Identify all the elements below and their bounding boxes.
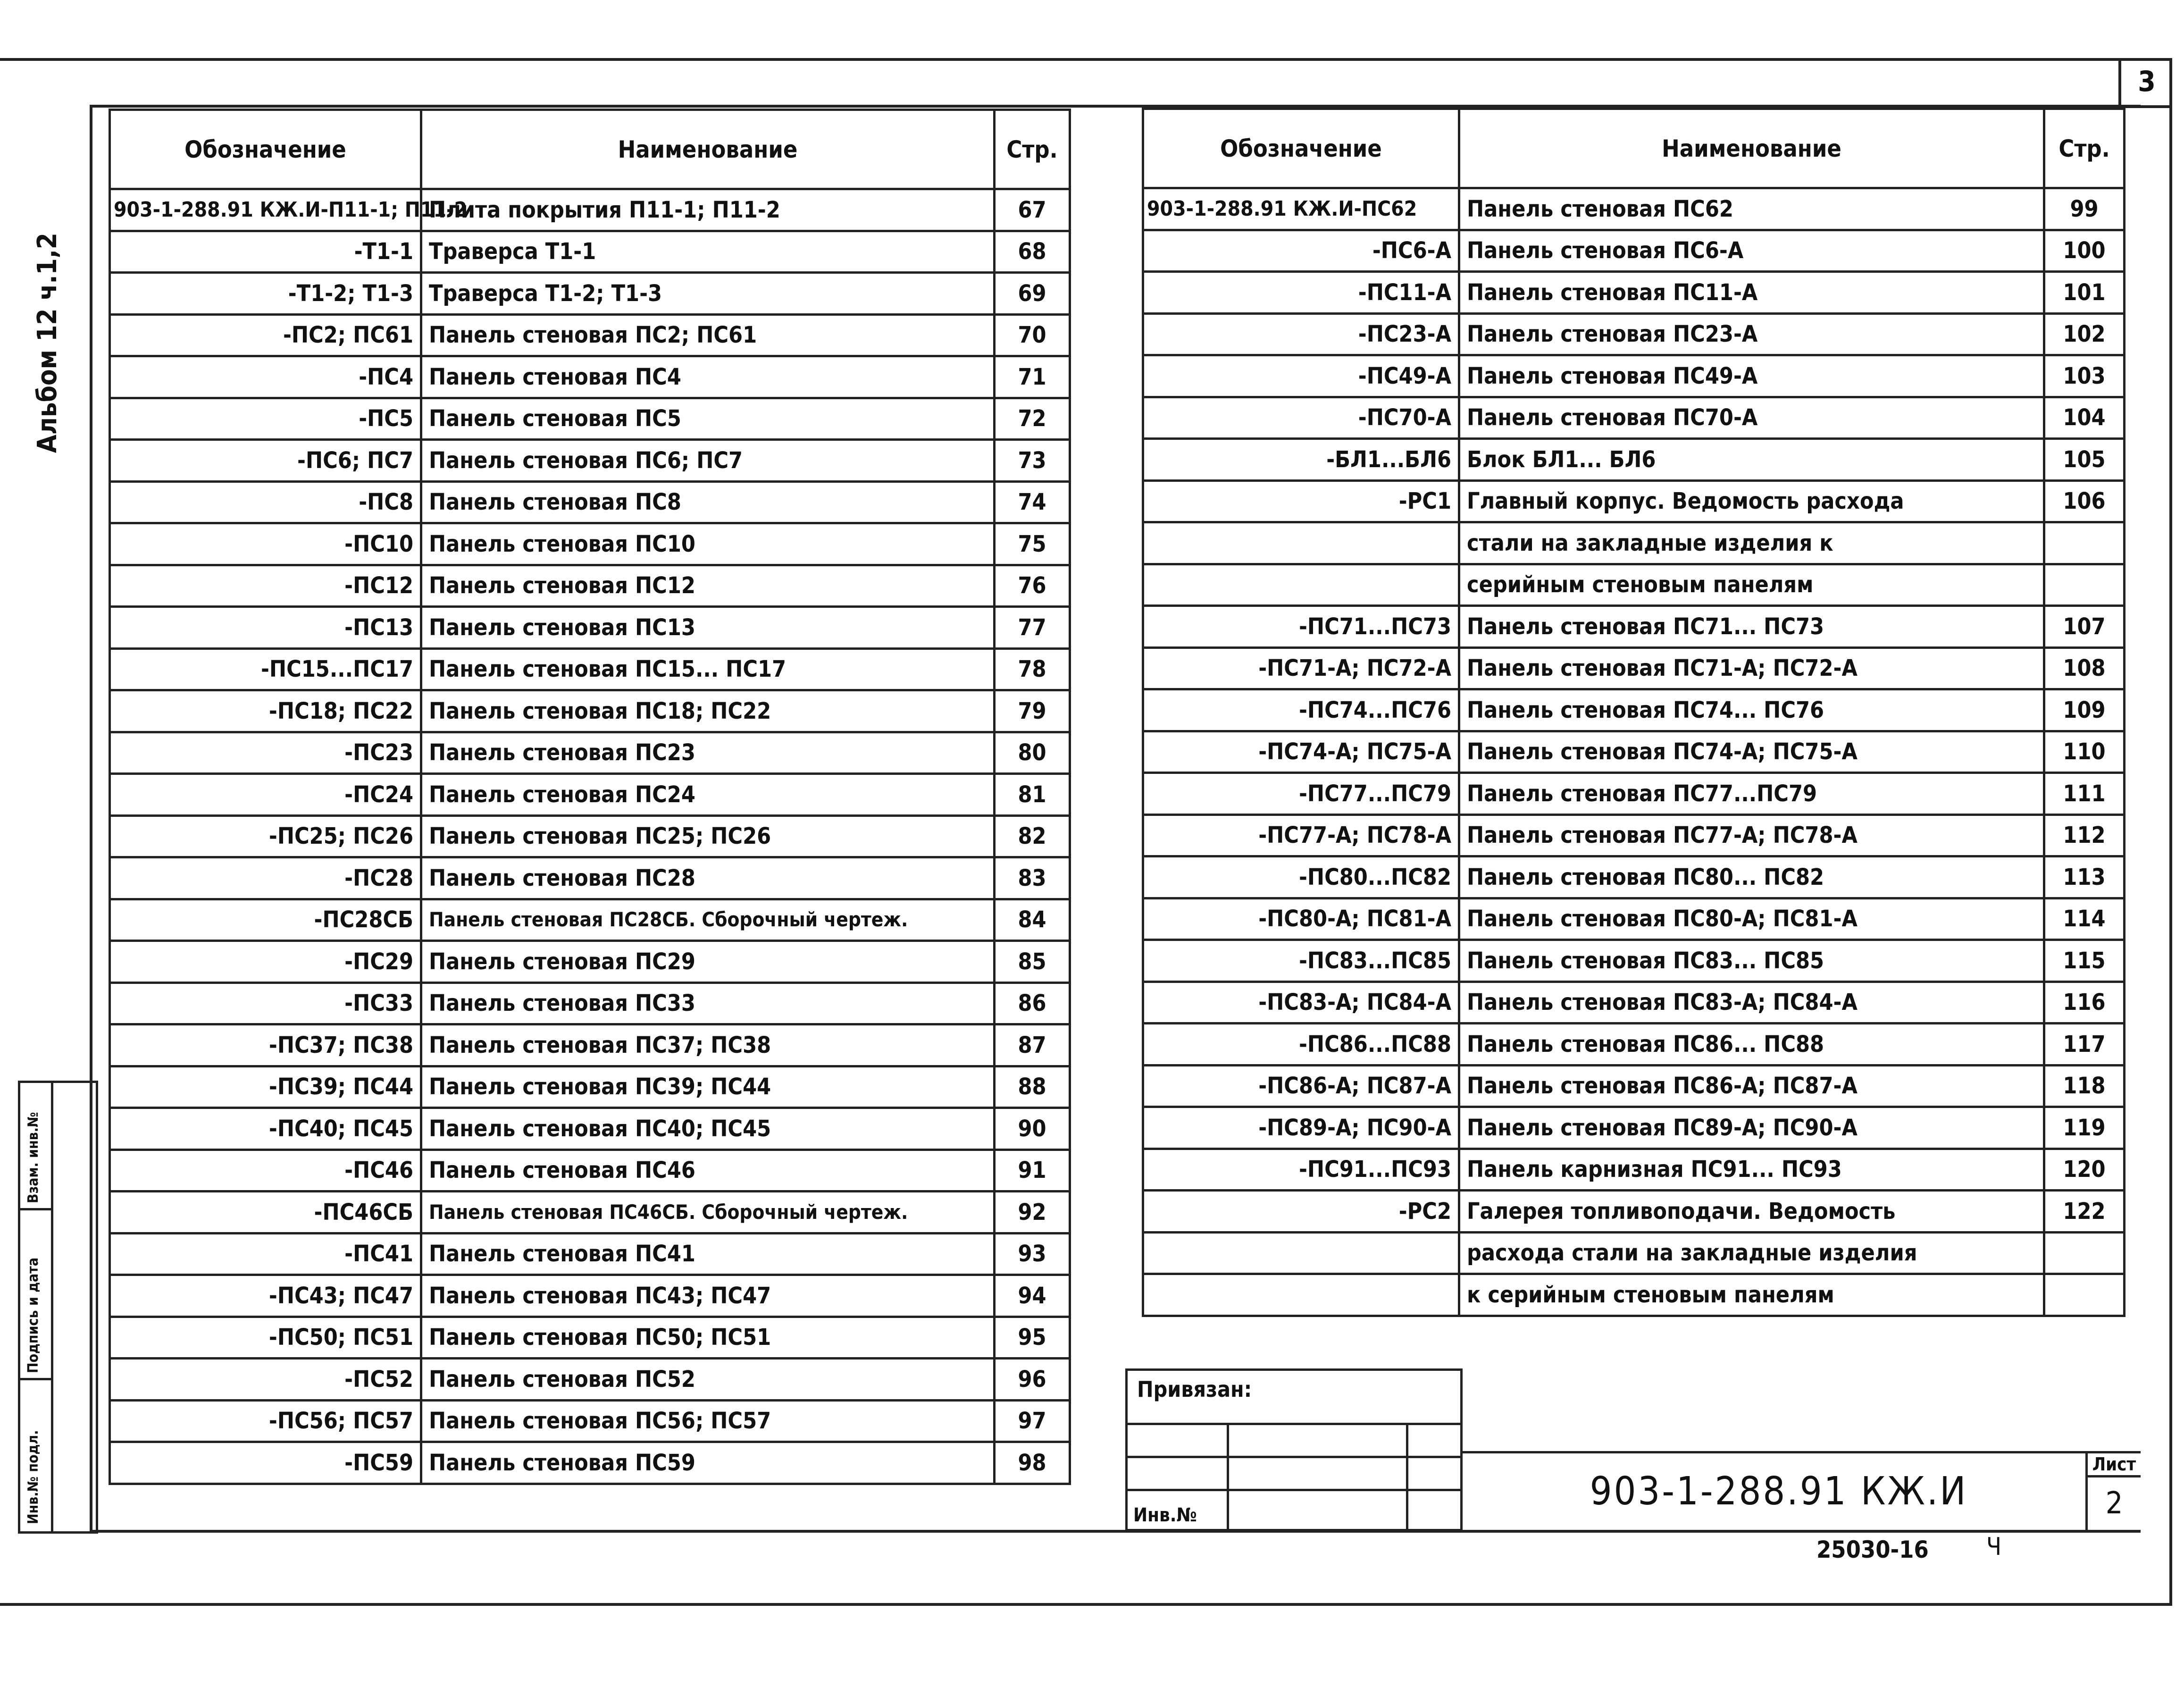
designation-cell xyxy=(1143,564,1459,606)
name-cell: Панель стеновая ПС8 xyxy=(421,481,995,523)
table-row xyxy=(1143,1191,2125,1233)
page-cell: 118 xyxy=(2044,1065,2125,1107)
designation-cell: -ПС12 xyxy=(110,565,421,607)
table-row xyxy=(1143,856,2125,898)
designation-cell: -ПС86...ПС88 xyxy=(1143,1024,1459,1066)
designation-cell: -ПС77-А; ПС78-А xyxy=(1143,814,1459,856)
page-cell: 95 xyxy=(995,1317,1070,1359)
table-row xyxy=(1143,940,2125,982)
page-cell: 84 xyxy=(995,899,1070,941)
table-row xyxy=(110,774,1070,816)
table-row xyxy=(110,1317,1070,1359)
stamp-inv-podl: Инв.№ подл. xyxy=(25,1430,42,1524)
table-row xyxy=(1143,606,2125,648)
page-cell: 110 xyxy=(2044,731,2125,773)
page-cell xyxy=(2044,564,2125,606)
table-row xyxy=(110,690,1070,732)
approval-stamp xyxy=(18,1081,98,1534)
designation-cell: -ПС28 xyxy=(110,857,421,899)
name-cell: Панель стеновая ПС2; ПС61 xyxy=(421,314,995,356)
table-row xyxy=(1143,1274,2125,1316)
table-row xyxy=(110,481,1070,523)
table-row xyxy=(110,732,1070,774)
table-row xyxy=(110,1150,1070,1192)
page-cell: 76 xyxy=(995,565,1070,607)
name-cell: Панель стеновая ПС12 xyxy=(421,565,995,607)
page-cell: 122 xyxy=(2044,1191,2125,1233)
header-name: Наименование xyxy=(1459,109,2044,188)
table-row xyxy=(1143,1065,2125,1107)
designation-cell: -ПС86-А; ПС87-А xyxy=(1143,1065,1459,1107)
table-row xyxy=(110,1024,1070,1066)
page-cell: 80 xyxy=(995,732,1070,774)
table-row xyxy=(1143,1107,2125,1149)
binding-divider xyxy=(1406,1423,1408,1531)
designation-cell: -ПС24 xyxy=(110,774,421,816)
designation-cell xyxy=(1143,1274,1459,1316)
table-row xyxy=(1143,522,2125,564)
name-cell: Панель стеновая ПС11-А xyxy=(1459,272,2044,314)
page-cell: 108 xyxy=(2044,647,2125,689)
name-cell: Панель стеновая ПС33 xyxy=(421,982,995,1024)
name-cell: Панель стеновая ПС6-А xyxy=(1459,230,2044,272)
name-cell: Панель стеновая ПС62 xyxy=(1459,188,2044,230)
name-cell: Панель стеновая ПС49-А xyxy=(1459,355,2044,397)
designation-cell: -ПС50; ПС51 xyxy=(110,1317,421,1359)
stamp-podpis: Подпись и дата xyxy=(25,1257,42,1373)
designation-cell: 903-1-288.91 КЖ.И-ПС62 xyxy=(1143,188,1459,230)
table-row xyxy=(110,815,1070,857)
designation-cell: -ПС77...ПС79 xyxy=(1143,773,1459,815)
page-cell: 67 xyxy=(995,189,1070,231)
page-cell: 100 xyxy=(2044,230,2125,272)
designation-cell: -ПС71-А; ПС72-А xyxy=(1143,647,1459,689)
table-row xyxy=(1143,188,2125,230)
name-cell: Панель стеновая ПС74-А; ПС75-А xyxy=(1459,731,2044,773)
designation-cell: -ПС49-А xyxy=(1143,355,1459,397)
designation-cell: -ПС37; ПС38 xyxy=(110,1024,421,1066)
table-row xyxy=(1143,898,2125,940)
page-cell: 113 xyxy=(2044,856,2125,898)
table-row xyxy=(1143,773,2125,815)
table-row xyxy=(110,231,1070,273)
table-row xyxy=(1143,982,2125,1024)
page-cell: 69 xyxy=(995,273,1070,315)
table-row xyxy=(1143,1024,2125,1066)
table-row xyxy=(110,982,1070,1024)
page-cell: 114 xyxy=(2044,898,2125,940)
name-cell: Панель стеновая ПС56; ПС57 xyxy=(421,1400,995,1442)
table-row xyxy=(1143,397,2125,439)
designation-cell: -ПС23 xyxy=(110,732,421,774)
name-cell: Панель стеновая ПС28СБ. Сборочный чертеж. xyxy=(421,899,995,941)
name-cell: Панель стеновая ПС86-А; ПС87-А xyxy=(1459,1065,2044,1107)
name-cell: Панель стеновая ПС70-А xyxy=(1459,397,2044,439)
designation-cell: -ПС83-А; ПС84-А xyxy=(1143,982,1459,1024)
binding-block xyxy=(1125,1368,1463,1531)
page-cell: 79 xyxy=(995,690,1070,732)
table-row xyxy=(1143,689,2125,731)
designation-cell: -ПС70-А xyxy=(1143,397,1459,439)
table-row xyxy=(1143,480,2125,522)
designation-cell: -ПС74...ПС76 xyxy=(1143,689,1459,731)
table-row xyxy=(110,1192,1070,1234)
page-cell: 87 xyxy=(995,1024,1070,1066)
designation-cell: -РС1 xyxy=(1143,480,1459,522)
page-cell: 115 xyxy=(2044,940,2125,982)
page-cell xyxy=(2044,1274,2125,1316)
page-cell: 82 xyxy=(995,815,1070,857)
page-cell: 71 xyxy=(995,356,1070,398)
name-cell: Панель карнизная ПС91... ПС93 xyxy=(1459,1149,2044,1191)
designation-cell: -БЛ1...БЛ6 xyxy=(1143,439,1459,481)
page-cell: 107 xyxy=(2044,606,2125,648)
designation-cell: -ПС71...ПС73 xyxy=(1143,606,1459,648)
page-cell: 91 xyxy=(995,1150,1070,1192)
designation-cell: -ПС46 xyxy=(110,1150,421,1192)
document-designation: 903-1-288.91 КЖ.И xyxy=(1590,1469,1968,1514)
table-row xyxy=(110,523,1070,565)
name-cell: Траверса Т1-2; Т1-3 xyxy=(421,273,995,315)
name-cell: Траверса Т1-1 xyxy=(421,231,995,273)
table-row xyxy=(110,356,1070,398)
name-cell: Панель стеновая ПС77-А; ПС78-А xyxy=(1459,814,2044,856)
album-label: Альбом 12 ч.1,2 xyxy=(32,233,63,453)
designation-cell: -ПС2; ПС61 xyxy=(110,314,421,356)
name-cell: Панель стеновая ПС24 xyxy=(421,774,995,816)
table-header-row xyxy=(1143,109,2125,188)
designation-cell: -ПС59 xyxy=(110,1442,421,1484)
page-cell: 92 xyxy=(995,1192,1070,1234)
designation-cell: -ПС91...ПС93 xyxy=(1143,1149,1459,1191)
table-row xyxy=(1143,272,2125,314)
name-cell: Главный корпус. Ведомость расхода xyxy=(1459,480,2044,522)
page-cell: 112 xyxy=(2044,814,2125,856)
name-cell: Панель стеновая ПС43; ПС47 xyxy=(421,1275,995,1317)
archive-number: 25030-16 xyxy=(1816,1536,1929,1563)
table-row xyxy=(1143,355,2125,397)
designation-cell: -ПС80-А; ПС81-А xyxy=(1143,898,1459,940)
designation-cell: -ПС15...ПС17 xyxy=(110,648,421,690)
designation-cell: -ПС80...ПС82 xyxy=(1143,856,1459,898)
name-cell: стали на закладные изделия к xyxy=(1459,522,2044,564)
name-cell: Панель стеновая ПС71... ПС73 xyxy=(1459,606,2044,648)
inv-no-label: Инв.№ xyxy=(1133,1504,1197,1526)
name-cell: Панель стеновая ПС6; ПС7 xyxy=(421,440,995,482)
register-table-right xyxy=(1142,108,2125,1317)
page-cell: 99 xyxy=(2044,188,2125,230)
designation-cell: -Т1-1 xyxy=(110,231,421,273)
page-cell: 96 xyxy=(995,1359,1070,1401)
designation-cell: -ПС33 xyxy=(110,982,421,1024)
name-cell: Панель стеновая ПС18; ПС22 xyxy=(421,690,995,732)
page-cell: 75 xyxy=(995,523,1070,565)
table-row xyxy=(1143,814,2125,856)
page-cell: 97 xyxy=(995,1400,1070,1442)
name-cell: Панель стеновая ПС59 xyxy=(421,1442,995,1484)
designation-cell: -ПС41 xyxy=(110,1233,421,1275)
table-row xyxy=(1143,313,2125,355)
name-cell: Галерея топливоподачи. Ведомость xyxy=(1459,1191,2044,1233)
name-cell: Панель стеновая ПС74... ПС76 xyxy=(1459,689,2044,731)
designation-cell: -ПС10 xyxy=(110,523,421,565)
page-cell: 116 xyxy=(2044,982,2125,1024)
name-cell: Панель стеновая ПС52 xyxy=(421,1359,995,1401)
designation-cell: -ПС11-А xyxy=(1143,272,1459,314)
name-cell: Панель стеновая ПС4 xyxy=(421,356,995,398)
name-cell: Панель стеновая ПС41 xyxy=(421,1233,995,1275)
page-cell: 90 xyxy=(995,1108,1070,1150)
name-cell: Панель стеновая ПС80-А; ПС81-А xyxy=(1459,898,2044,940)
name-cell: Панель стеновая ПС71-А; ПС72-А xyxy=(1459,647,2044,689)
page-cell: 101 xyxy=(2044,272,2125,314)
name-cell: Панель стеновая ПС23-А xyxy=(1459,313,2044,355)
page-cell: 70 xyxy=(995,314,1070,356)
header-designation: Обозначение xyxy=(110,110,421,189)
table-row xyxy=(110,1359,1070,1401)
table-row xyxy=(110,398,1070,440)
designation-cell xyxy=(1143,522,1459,564)
page-cell: 94 xyxy=(995,1275,1070,1317)
table-row xyxy=(110,565,1070,607)
designation-cell: -ПС18; ПС22 xyxy=(110,690,421,732)
header-page: Стр. xyxy=(2044,109,2125,188)
stamp-inv-cell xyxy=(20,1380,53,1531)
designation-cell: -ПС43; ПС47 xyxy=(110,1275,421,1317)
designation-cell: -ПС5 xyxy=(110,398,421,440)
page-cell: 105 xyxy=(2044,439,2125,481)
designation-cell: -ПС25; ПС26 xyxy=(110,815,421,857)
table-row xyxy=(110,273,1070,315)
sheet-number: 2 xyxy=(2105,1486,2123,1521)
name-cell: Блок БЛ1... БЛ6 xyxy=(1459,439,2044,481)
page-cell: 88 xyxy=(995,1066,1070,1108)
table-row xyxy=(110,1275,1070,1317)
designation-cell: -ПС52 xyxy=(110,1359,421,1401)
name-cell: Панель стеновая ПС10 xyxy=(421,523,995,565)
table-row xyxy=(110,1233,1070,1275)
name-cell: к серийным стеновым панелям xyxy=(1459,1274,2044,1316)
page-cell: 98 xyxy=(995,1442,1070,1484)
name-cell: Панель стеновая ПС50; ПС51 xyxy=(421,1317,995,1359)
sheet-label: Лист xyxy=(2088,1451,2141,1477)
name-cell: Панель стеновая ПС40; ПС45 xyxy=(421,1108,995,1150)
page-cell: 106 xyxy=(2044,480,2125,522)
table-row xyxy=(110,1108,1070,1150)
designation-cell: -ПС46СБ xyxy=(110,1192,421,1234)
table-row xyxy=(1143,439,2125,481)
page-cell: 83 xyxy=(995,857,1070,899)
page-cell: 103 xyxy=(2044,355,2125,397)
designation-cell: -ПС8 xyxy=(110,481,421,523)
table-row xyxy=(110,1442,1070,1484)
designation-cell: -ПС56; ПС57 xyxy=(110,1400,421,1442)
page-number: 3 xyxy=(2118,58,2172,108)
name-cell: Панель стеновая ПС37; ПС38 xyxy=(421,1024,995,1066)
page-cell: 72 xyxy=(995,398,1070,440)
register-table-left xyxy=(109,109,1071,1485)
name-cell: Панель стеновая ПС89-А; ПС90-А xyxy=(1459,1107,2044,1149)
page-cell xyxy=(2044,522,2125,564)
binding-rule xyxy=(1128,1456,1460,1458)
name-cell: Панель стеновая ПС86... ПС88 xyxy=(1459,1024,2044,1066)
name-cell: Панель стеновая ПС25; ПС26 xyxy=(421,815,995,857)
name-cell: Панель стеновая ПС46СБ. Сборочный чертеж. xyxy=(421,1192,995,1234)
page-cell: 102 xyxy=(2044,313,2125,355)
designation-cell: -ПС13 xyxy=(110,607,421,649)
page-cell: 119 xyxy=(2044,1107,2125,1149)
stamp-vzam: Взам. инв.№ xyxy=(25,1112,42,1203)
stamp-podpis-cell xyxy=(20,1210,53,1380)
stamp-vzam-cell xyxy=(20,1083,53,1210)
name-cell: Панель стеновая ПС15... ПС17 xyxy=(421,648,995,690)
designation-cell: -ПС89-А; ПС90-А xyxy=(1143,1107,1459,1149)
designation-cell: -ПС6; ПС7 xyxy=(110,440,421,482)
name-cell: серийным стеновым панелям xyxy=(1459,564,2044,606)
designation-cell: -ПС23-А xyxy=(1143,313,1459,355)
header-name: Наименование xyxy=(421,110,995,189)
page-cell: 117 xyxy=(2044,1024,2125,1066)
name-cell: Плита покрытия П11-1; П11-2 xyxy=(421,189,995,231)
name-cell: Панель стеновая ПС28 xyxy=(421,857,995,899)
designation-cell: 903-1-288.91 КЖ.И-П11-1; П11-2 xyxy=(110,189,421,231)
page-cell: 111 xyxy=(2044,773,2125,815)
name-cell: Панель стеновая ПС23 xyxy=(421,732,995,774)
table-row xyxy=(110,1400,1070,1442)
name-cell: расхода стали на закладные изделия xyxy=(1459,1232,2044,1274)
page-cell: 93 xyxy=(995,1233,1070,1275)
table-row xyxy=(1143,647,2125,689)
page-cell: 73 xyxy=(995,440,1070,482)
header-designation: Обозначение xyxy=(1143,109,1459,188)
page-cell: 77 xyxy=(995,607,1070,649)
page-cell: 68 xyxy=(995,231,1070,273)
designation-cell: -Т1-2; Т1-3 xyxy=(110,273,421,315)
archive-suffix: Ч xyxy=(1986,1533,2002,1561)
table-row xyxy=(110,314,1070,356)
table-row xyxy=(110,941,1070,983)
name-cell: Панель стеновая ПС13 xyxy=(421,607,995,649)
name-cell: Панель стеновая ПС5 xyxy=(421,398,995,440)
table-row xyxy=(110,607,1070,649)
name-cell: Панель стеновая ПС80... ПС82 xyxy=(1459,856,2044,898)
designation-cell: -ПС74-А; ПС75-А xyxy=(1143,731,1459,773)
name-cell: Панель стеновая ПС29 xyxy=(421,941,995,983)
name-cell: Панель стеновая ПС39; ПС44 xyxy=(421,1066,995,1108)
table-row xyxy=(1143,230,2125,272)
designation-cell: -ПС4 xyxy=(110,356,421,398)
page-cell xyxy=(2044,1232,2125,1274)
table-row xyxy=(110,899,1070,941)
designation-cell xyxy=(1143,1232,1459,1274)
table-header-row xyxy=(110,110,1070,189)
page-cell: 104 xyxy=(2044,397,2125,439)
name-cell: Панель стеновая ПС83-А; ПС84-А xyxy=(1459,982,2044,1024)
designation-cell: -ПС6-А xyxy=(1143,230,1459,272)
designation-cell: -ПС29 xyxy=(110,941,421,983)
page-cell: 74 xyxy=(995,481,1070,523)
table-row xyxy=(110,1066,1070,1108)
designation-cell: -ПС40; ПС45 xyxy=(110,1108,421,1150)
table-row xyxy=(110,189,1070,231)
table-row xyxy=(110,440,1070,482)
page-cell: 86 xyxy=(995,982,1070,1024)
table-row xyxy=(1143,1232,2125,1274)
designation-cell: -ПС83...ПС85 xyxy=(1143,940,1459,982)
binding-rule xyxy=(1128,1423,1460,1425)
page-cell: 78 xyxy=(995,648,1070,690)
page-cell: 120 xyxy=(2044,1149,2125,1191)
header-page: Стр. xyxy=(995,110,1070,189)
register-body-left xyxy=(110,189,1070,1484)
privyazan-label: Привязан: xyxy=(1137,1376,1252,1402)
designation-cell: -РС2 xyxy=(1143,1191,1459,1233)
binding-divider xyxy=(1227,1423,1229,1531)
binding-rule xyxy=(1128,1489,1460,1491)
designation-cell: -ПС39; ПС44 xyxy=(110,1066,421,1108)
table-row xyxy=(1143,731,2125,773)
page-cell: 81 xyxy=(995,774,1070,816)
table-row xyxy=(1143,564,2125,606)
table-row xyxy=(1143,1149,2125,1191)
name-cell: Панель стеновая ПС77...ПС79 xyxy=(1459,773,2044,815)
page-cell: 85 xyxy=(995,941,1070,983)
sheet-number-box xyxy=(2085,1451,2141,1531)
table-row xyxy=(110,857,1070,899)
page-cell: 109 xyxy=(2044,689,2125,731)
register-body-right xyxy=(1143,188,2125,1316)
designation-cell: -ПС28СБ xyxy=(110,899,421,941)
name-cell: Панель стеновая ПС83... ПС85 xyxy=(1459,940,2044,982)
table-row xyxy=(110,648,1070,690)
name-cell: Панель стеновая ПС46 xyxy=(421,1150,995,1192)
